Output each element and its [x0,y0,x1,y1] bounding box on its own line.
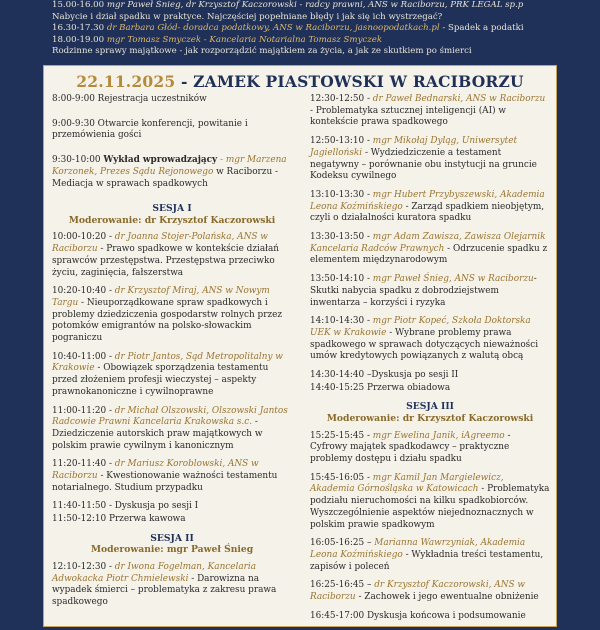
topic: - Spadek a podatki [439,23,524,33]
session-2-heading: SESJA II Moderowanie: mgr Paweł Śnieg [90,532,254,556]
time: 10:20-10:40 - [52,286,115,297]
topic: - Odrzucenie spadku z elementem międzynarodowym [310,243,548,266]
speaker: dr Iwona Fogelman, Kancelaria Adwokacka Piotr Chmielewski [52,562,257,584]
day-date: 22.11.2025 [76,72,176,91]
speaker: dr Barbara Głód- doradca podatkowy, ANS w Raciborzu, jasnoopodatkach.pl [104,23,440,33]
previous-day-schedule [0,0,600,66]
topic: - Zachowek i jego ewentualne obniżenie [355,592,539,603]
topic: - Nieuporządkowane spraw spadkowych i problemy dziedziczenia gospodarstw rolnych przez potomków emigrantów na polsko-słowackim pograniczu [52,297,283,344]
time: 11:20-11:40 - [52,459,115,470]
topic: - Darowizna na wypadek śmierci – problematyka z zakresu prawa spadkowego [52,573,277,608]
speaker: dr Piotr Jantos, Sąd Metropolitalny w Krakowie [52,351,283,374]
topic: - Wykładnia treści testamentu, zapisów i poleceń [310,549,544,572]
top-row [52,35,600,47]
topic: - Problematyka sztucznej inteligencji (AI) w kontekście prawa spadkowego [310,105,506,128]
speaker: mgr Hubert Przybyszewski, Akademia Leona Koźmińskiego [310,189,545,212]
program-item [310,232,550,267]
day-heading [44,72,556,91]
time: 13:30-13:50 - [310,232,373,243]
lunch-break: 14:40-15:25 Przerwa obiadowa [310,382,451,393]
topic: - Kwestionowanie ważności testamentu notarialnego. Studium przypadku [52,471,278,493]
time: 15.00-16.00 [52,0,105,10]
time: 13:10-13:30 - [310,189,373,200]
top-row [52,23,600,35]
session-1-heading: SESJA I Moderowanie: dr Krzysztof Kaczorowski [68,203,276,226]
program-item [310,136,550,183]
topic: Rodzinne sprawy majątkowe - jak rozporządzić majątkiem za życia, a jak ze skutkiem po śmierci [52,46,472,56]
registration: 8:00-9:00 Rejestracja uczestników [52,94,207,104]
program-item [52,232,292,279]
discussion: 11:40-11:50 - Dyskusja po sesji I [52,501,199,512]
time: 16.30-17.30 [52,23,105,33]
topic: - Dziedziczenie autorskich praw majątkowych w polskim prawie cywilnym i kanonicznym [52,417,263,451]
speaker: mgr Tomasz Smyczek - Kancelaria Notarialna Tomasz Smyczek [104,34,383,45]
time: 10:00-10:20 - [52,232,115,243]
program-item [310,473,550,532]
coffee-break: 11:50-12:10 Przerwa kawowa [52,514,186,525]
speaker: dr Krzysztof Kaczorowski, ANS w Raciborzu [310,580,525,603]
program-item [310,316,550,363]
speaker: mgr Paweł Śnieg, dr Krzysztof Kaczorowski - radcy prawni, ANS w Raciborzu, PRK LEGAL sp.p [104,0,524,10]
day-place: - ZAMEK PIASTOWSKI W RACIBORZU [175,72,524,91]
speaker: mgr Paweł Śnieg, ANS w Raciborzu [372,274,534,285]
program-item [52,286,292,345]
topic: - Cyfrowy majątek spadkodawcy – praktyczne problemy dostępu i działu spadku [310,430,511,465]
session-2-continued [310,94,550,363]
top-row [52,0,600,12]
right-column [310,94,550,630]
speaker: dr Mariusz Koroblowski, ANS w Raciborzu [52,459,259,482]
program-item [310,94,550,129]
speaker: mgr Ewelina Janik, iAgreemo [372,430,505,441]
speaker: dr Michał Olszowski, Olszowski Jantos Radcowie Prawni Kancelaria Krakowska s.c. [52,405,288,428]
topic: - Obowiązek sporządzenia testamentu przed złożeniem profesji wieczystej – aspekty prawnokanoniczne i cywilnoprawne [52,363,269,397]
speaker: dr Joanna Stojer-Polańska, ANS w Raciborzu [52,232,268,255]
program-item [310,274,550,309]
topic: - Prawo spadkowe w kontekście działań sprawców przestępstwa. Przestępstwa przeciwko życiu, zaginięcia, fałszerstwa [52,244,280,278]
program-item [310,431,550,466]
time: 16:05-16:25 – [310,538,375,549]
topic: - Zarząd spadkiem nieobjętym, czyli o działalności kuratora spadku [310,201,545,224]
program-item [52,459,292,494]
program-item [52,562,292,609]
session-3-items [310,431,550,604]
time: 12:30-12:50 - [310,94,373,104]
left-column [52,94,292,616]
time: 12:10-12:30 - [52,562,115,573]
discussion: 14:30-14:40 –Dyskusja po sesji II [310,370,459,381]
time: 13:50-14:10 - [310,274,373,285]
time: 12:50-13:10 - [310,136,373,147]
speaker: mgr Kamil Jan Margielewicz, Akademia Górnośląska w Katowicach [310,472,504,495]
speaker: Marianna Wawrzyniak, Akademia Leona Koźmińskiego [310,538,526,560]
program-item [310,190,550,225]
time: 15:25-15:45 - [310,430,373,441]
opening: 9:00-9:30 Otwarcie konferencji, powitanie i przemówienia gości [52,118,248,141]
speaker: dr Krzysztof Miraj, ANS w Nowym Targu [52,286,270,308]
time: 16:25-16:45 – [310,580,375,591]
topic: - Problematyka podziału nieruchomości na kilku spadkobiorców. Wyszczególnienie aspektów niejednoznacznych w polskim prawie spadkowym [310,484,550,530]
topic: - Wybrane problemy prawa spadkowego w sprawach dotyczących nieważności umów kredytowych powiązanych z walutą obcą [310,327,539,362]
session-2-items [52,562,292,609]
topic: - Skutki nabycia spadku z dobrodziejstwem inwentarza – korzyści i ryzyka [310,274,537,308]
session-3-heading: SESJA III Moderowanie: dr Krzysztof Kaczorowski [326,401,534,425]
top-row [52,46,600,58]
time: 15:45-16:05 - [310,472,373,483]
topic: - Wydziedziczenie a testament negatywny – porównanie obu instytucji na gruncie Kodeksu cywilnego [310,147,537,182]
speaker: mgr Piotr Kopeć, Szkoła Doktorska UEK w Krakowie [310,316,531,338]
session-1-items [52,232,292,494]
time: 11:00-11:20 - [52,405,115,416]
program-item [52,406,292,453]
speaker: mgr Adam Zawisza, Zawisza Olejarnik Kancelaria Radców Prawnych [310,232,546,254]
time: 18.00-19.00 [52,34,105,45]
program-item [310,580,550,603]
speaker: mgr Mikołaj Dyląg, Uniwersytet Jagielloński [310,136,518,158]
program-item [310,538,550,573]
time: 10:40-11:00 - [52,351,115,362]
program-panel [44,66,556,626]
speaker: dr Paweł Bednarski, ANS w Raciborzu [372,94,546,104]
topic: Nabycie i dział spadku w praktyce. Najczęściej popełniane błędy i jak się ich wystrzegać? [52,11,443,22]
program-item [52,352,292,399]
top-row [52,12,600,24]
intro-lecture: 9:30-10:00 Wykład wprowadzający - mgr Marzena Korzonek, Prezes Sądu Rejonowego w Raciborzu - Mediacja w sprawach spadkowych [52,155,287,189]
time: 14:10-14:30 - [310,316,373,327]
closing-discussion: 16:45-17:00 Dyskusja końcowa i podsumowanie [310,610,526,621]
